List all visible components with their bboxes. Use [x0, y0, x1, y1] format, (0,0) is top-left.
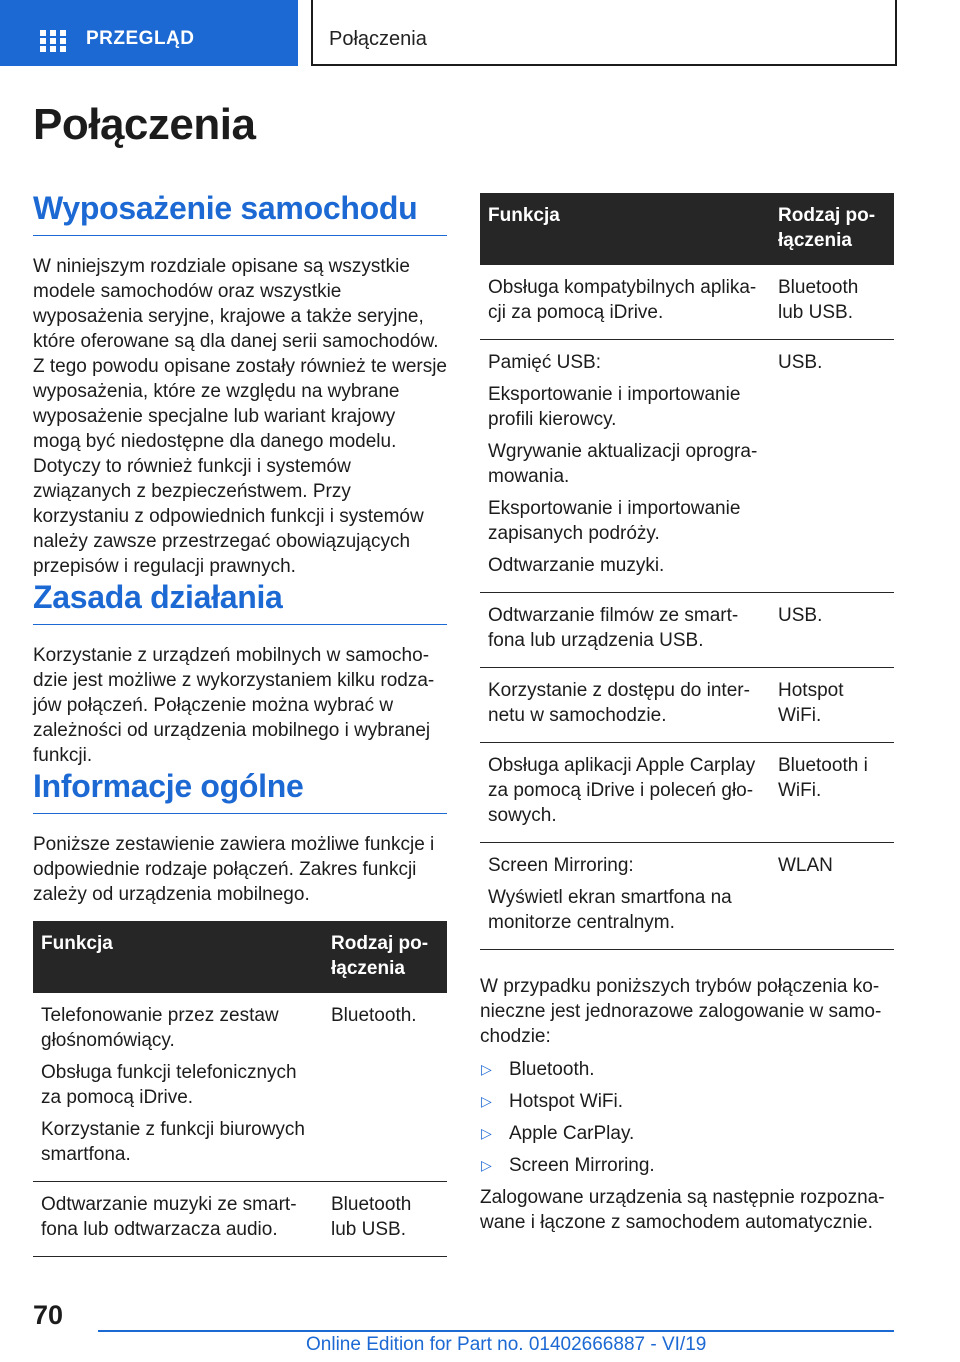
function-line: Wgrywanie aktualizacji oprogramowania. — [488, 441, 758, 487]
function-cell — [480, 593, 770, 668]
function-line: Pamięć USB: — [488, 352, 601, 373]
table-row — [480, 668, 894, 743]
table-row — [480, 843, 894, 950]
connections-table-right — [480, 193, 894, 950]
page-title: Połączenia — [33, 100, 256, 149]
list-item-text: Screen Mirroring. — [509, 1155, 655, 1176]
triangle-right-icon: ▷ — [481, 1061, 492, 1077]
grid-icon — [40, 30, 66, 52]
table-row — [33, 993, 447, 1182]
connection-cell: Bluetooth i WiFi. — [770, 743, 894, 843]
function-cell — [480, 340, 770, 593]
overview-tab[interactable] — [0, 0, 298, 66]
function-cell — [33, 993, 323, 1182]
connection-cell: Hotspot WiFi. — [770, 668, 894, 743]
list-item — [480, 1121, 894, 1146]
right-column — [480, 193, 894, 1235]
function-cell — [480, 265, 770, 340]
function-line: Odtwarzanie muzyki. — [488, 555, 665, 576]
table-row — [480, 340, 894, 593]
function-line: Eksportowanie i importowanie zapisanych podróży. — [488, 498, 741, 544]
list-item-text: Bluetooth. — [509, 1059, 595, 1080]
section-heading-principle: Zasada działania — [33, 579, 447, 625]
function-line: Screen Mirroring: — [488, 855, 634, 876]
breadcrumb[interactable] — [311, 0, 897, 66]
function-line: Telefonowanie przez zestaw głośnomówiący. — [41, 1005, 279, 1051]
list-item-text: Hotspot WiFi. — [509, 1091, 624, 1112]
footer-edition: Online Edition for Part no. 01402666887 - VI/19 — [306, 1334, 707, 1355]
login-outro: Zalogowane urządzenia są następnie rozpoznawane i łączone z samochodem automatycznie. — [480, 1187, 885, 1233]
section-body-general: Poniższe zestawienie zawiera możliwe funkcje i odpowiednie rodzaje połączeń. Zakres funkcji zależy od urządzenia mobilnego. — [33, 834, 435, 905]
function-line: Wyświetl ekran smartfona na monitorze centralnym. — [488, 887, 732, 933]
connection-cell: USB. — [770, 340, 894, 593]
function-line: Korzystanie z dostępu do internetu w samochodzie. — [488, 680, 750, 726]
section-heading-equipment: Wyposażenie samochodu — [33, 190, 447, 236]
connections-table-left — [33, 921, 447, 1257]
table-header-connection: Rodzaj połączenia — [323, 921, 447, 993]
table-row — [480, 265, 894, 340]
function-cell — [480, 668, 770, 743]
page-number: 70 — [33, 1300, 64, 1330]
table-header-row — [33, 921, 447, 993]
left-column — [33, 190, 447, 1257]
list-item — [480, 1089, 894, 1114]
footer-divider — [98, 1330, 894, 1332]
triangle-right-icon: ▷ — [481, 1157, 492, 1173]
connection-cell: Bluetooth lub USB. — [770, 265, 894, 340]
function-line: Obsługa aplikacji Apple Carplay za pomocą iDrive i poleceń głosowych. — [488, 755, 756, 826]
section-body-principle: Korzystanie z urządzeń mobilnych w samochodzie jest możliwe z wykorzystaniem kilku rodzajów połączeń. Połączenie można wybrać w zależności od urządzenia mobilnego i wybranej funkcji. — [33, 645, 435, 766]
section-heading-general: Informacje ogólne — [33, 768, 447, 814]
function-cell — [480, 743, 770, 843]
function-cell — [33, 1182, 323, 1257]
section-body-equipment: W niniejszym rozdziale opisane są wszystkie modele samochodów oraz wszystkie wyposażenia seryjne, krajowe a także seryjne, które oferowane są dla danej serii samochodów. Z tego powodu opisane zostały również te wersje wyposażenia, które ze względu na wybrane wyposażenie specjalne lub wariant krajowy mogą być niedostępne dla danego modelu. Dotyczy to również funkcji i systemów związanych z bezpieczeństwem. Przy korzystaniu z odpowiednich funkcji i systemów należy zawsze przestrzegać obowiązujących przepisów i regulacji prawnych. — [33, 256, 448, 577]
table-row — [480, 593, 894, 668]
connection-cell: USB. — [770, 593, 894, 668]
function-line: Obsługa funkcji telefonicznych za pomocą iDrive. — [41, 1062, 297, 1108]
top-navigation-bar — [0, 0, 960, 66]
table-header-function: Funkcja — [33, 921, 323, 993]
table-row — [33, 1182, 447, 1257]
login-modes-list — [480, 1057, 894, 1178]
table-header-connection: Rodzaj połączenia — [770, 193, 894, 265]
list-item — [480, 1153, 894, 1178]
table-header-function: Funkcja — [480, 193, 770, 265]
function-cell — [480, 843, 770, 950]
table-row — [480, 743, 894, 843]
function-line: Obsługa kompatybilnych aplikacji za pomocą iDrive. — [488, 277, 757, 323]
function-line: Eksportowanie i importowanie profili kierowcy. — [488, 384, 741, 430]
triangle-right-icon: ▷ — [481, 1093, 492, 1109]
list-item — [480, 1057, 894, 1082]
breadcrumb-label: Połączenia — [329, 28, 427, 50]
connection-cell: Bluetooth lub USB. — [323, 1182, 447, 1257]
function-line: Odtwarzanie filmów ze smartfona lub urządzenia USB. — [488, 605, 739, 651]
overview-tab-label: PRZEGLĄD — [86, 28, 195, 49]
connection-cell: Bluetooth. — [323, 993, 447, 1182]
function-line: Korzystanie z funkcji biurowych smartfona. — [41, 1119, 305, 1165]
function-line: Odtwarzanie muzyki ze smartfona lub odtwarzacza audio. — [41, 1194, 297, 1240]
table-header-row — [480, 193, 894, 265]
triangle-right-icon: ▷ — [481, 1125, 492, 1141]
login-intro: W przypadku poniższych trybów połączenia konieczne jest jednorazowe zalogowanie w samochodzie: — [480, 976, 882, 1047]
connection-cell: WLAN — [770, 843, 894, 950]
list-item-text: Apple CarPlay. — [509, 1123, 635, 1144]
